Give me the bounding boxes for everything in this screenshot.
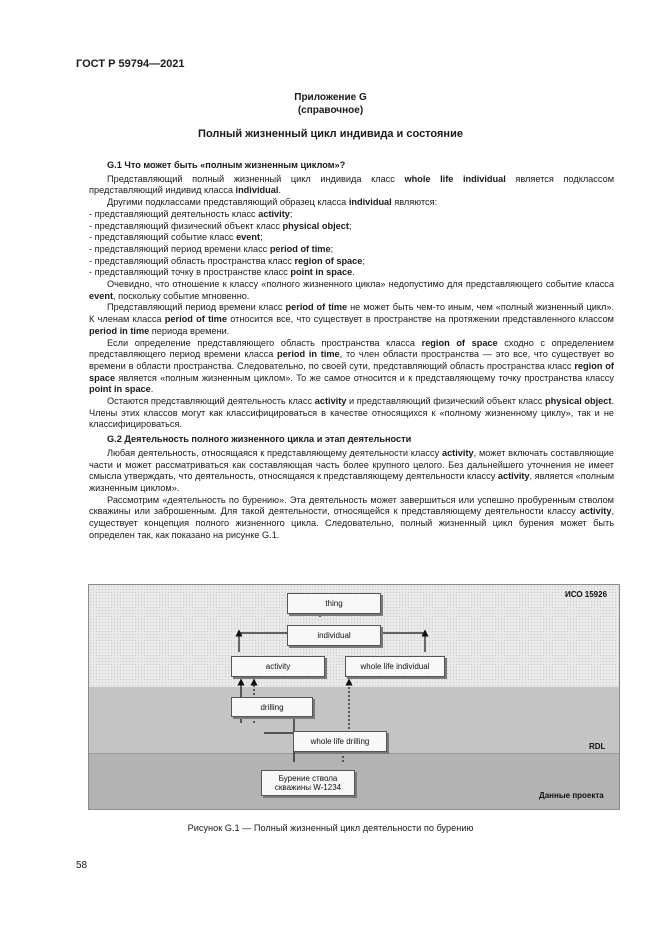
list-item: - представляющий деятельность класс activity; [89,208,293,219]
annex-title: Приложение G [294,92,367,103]
main-title: Полный жизненный цикл индивида и состояние [198,128,463,140]
box-burenie-line1: Бурение ствола [278,774,338,783]
section-heading-g2: G.2 Деятельность полного жизненного цикла и этап деятельности [107,434,412,445]
paragraph: Рассмотрим «деятельность по бурению». Эта деятельность может завершиться или успешно пробуренным стволом скважины или заброшенным. Для такой деятельности, относящейся к представляющему деятельности классу activity, существует концепция полного жизненного цикла. Следовательно, полный жизненный цикл бурения может быть определен так, как показано на рисунке G.1. [89,494,614,540]
section-heading-g1: G.1 Что может быть «полным жизненным циклом»? [107,160,346,170]
label-project: Данные проекта [539,791,604,800]
list-item: - представляющий событие класс event; [89,232,263,243]
box-whole-life-drilling: whole life drilling [293,731,387,752]
subclass-list [89,209,614,279]
figure-g1 [88,584,620,810]
figure-caption: Рисунок G.1 — Полный жизненный цикл деятельности по бурению [187,823,474,833]
box-thing: thing [287,593,381,614]
list-item: - представляющий период времени класс period of time; [89,243,334,254]
label-iso: ИСО 15926 [565,590,608,599]
paragraph: Другими подклассами представляющий образец класса individual являются: [107,197,438,208]
annex-type: (справочное) [297,105,364,116]
list-item: - представляющий область пространства класс region of space; [89,255,365,266]
page-number: 58 [76,860,88,871]
box-activity: activity [231,656,325,677]
box-burenie [261,770,355,796]
paragraph: Остаются представляющий деятельность класс activity и представляющий физический объект класс physical object. Члены этих классов могут как классифицироваться в качестве относящихся к «полному жизненному циклу», так и не классифицироваться. [89,396,614,430]
paragraph: Любая деятельность, относящаяся к представляющему деятельности классу activity, может включать составляющие части и может рассматриваться как составляющая часть более крупного целого. Без дальнейшего уточнения не имеет смысла утверждать, что деятельность, относящаяся к представляющему деятельности классу activity, является «полным жизненным циклом». [89,447,615,493]
box-burenie-line2: скважины W-1234 [274,783,342,792]
paragraph: Очевидно, что отношение к классу «полного жизненного цикла» недопустимо для представляющего событие класса event, поскольку событие мгновенно. [89,279,614,301]
label-rdl: RDL [589,742,606,751]
paragraph: Представляющий полный жизненный цикл индивида класс whole life individual является подклассом представляющий индивид класса individual. [89,173,615,196]
box-whole-life-individual: whole life individual [345,656,445,677]
paragraph: Представляющий период времени класс period of time не может быть чем-то иным, чем «полный жизненный цикл». К членам класса period of time относится все, что существует в пространстве на протяжении представленного классом period in time периода времени. [89,302,615,336]
body-text [89,160,614,542]
list-item: - представляющий физический объект класс physical object; [89,220,352,231]
list-item: - представляющий точку в пространстве класс point in space. [89,267,355,278]
box-individual: individual [287,625,381,646]
paragraph: Если определение представляющего область пространства класса region of space сходно с определением представляющего период времени класса period in time, то член области пространства — это все, что существует во времени в области пространства. Следовательно, по своей сути, представляющий область пространства класс region of space является «полным жизненным циклом». То же самое относится и к представляющему точку пространства классу point in space. [89,337,614,395]
standard-header: ГОСТ Р 59794—2021 [76,58,185,70]
box-drilling: drilling [231,697,313,717]
